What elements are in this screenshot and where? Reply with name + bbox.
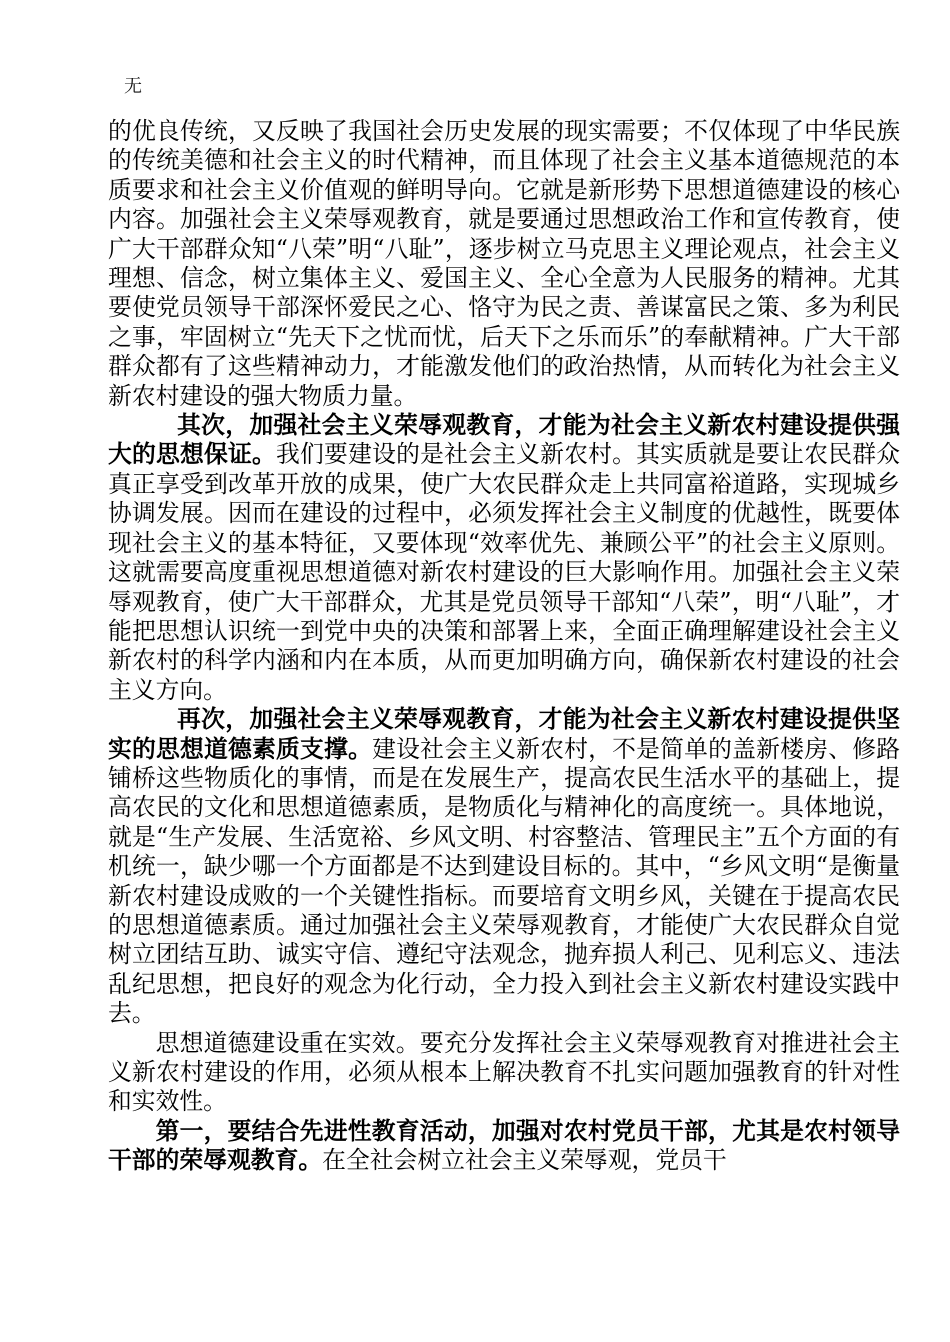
paragraph-thirdly [108, 705, 900, 1028]
paragraph-text: 的优良传统，又反映了我国社会历史发展的现实需要；不仅体现了中华民族的传统美德和社会主义的时代精神，而且体现了社会主义基本道德规范的本质要求和社会主义价值观的鲜明导向。它就是新形势下思想道德建设的核心内容。加强社会主义荣辱观教育，就是要通过思想政治工作和宣传教育，使广大干部群众知“八荣”明“八耻”，逐步树立马克思主义理论观点，社会主义理想、信念，树立集体主义、爱国主义、全心全意为人民服务的精神。尤其要使党员领导干部深怀爱民之心、恪守为民之责、善谋富民之策、多为利民之事，牢固树立“先天下之忧而忧，后天下之乐而乐”的奉献精神。广大干部群众都有了这些精神动力，才能激发他们的政治热情，从而转化为社会主义新农村建设的强大物质力量。 [108, 117, 900, 410]
paragraph-effectiveness [108, 1029, 900, 1117]
paragraph-secondly [108, 411, 900, 705]
paragraph-first-point [108, 1117, 900, 1176]
paragraph-text: 在全社会树立社会主义荣辱观，党员干 [322, 1146, 727, 1175]
paragraph-text: 建设社会主义新农村，不是简单的盖新楼房、修路铺桥这些物质化的事情，而是在发展生产，提高农民生活水平的基础上，提高农民的文化和思想道德素质，是物质化与精神化的高度统一。具体地说，就是“生产发展、生活宽裕、乡风文明、村容整洁、管理民主”五个方面的有机统一，缺少哪一个方面都是不达到建设目标的。其中，“乡风文明“是衡量新农村建设成败的一个关键性指标。而要培育文明乡风，关键在于提高农民的思想道德素质。通过加强社会主义荣辱观教育，才能使广大农民群众自觉树立团结互助、诚实守信、遵纪守法观念，抛弃损人利己、见利忘义、违法乱纪思想，把良好的观念为化行动，全力投入到社会主义新农村建设实践中去。 [108, 734, 901, 1028]
page-header: 无 [124, 76, 142, 97]
document-body [108, 117, 900, 1176]
paragraph-continuation [108, 117, 900, 411]
paragraph-lead-bold: 其次，加强社会主义荣辱观教育，才能为社会主义新农村建设提供强大的思想保证。 [108, 411, 900, 469]
paragraph-lead-bold: 第一，要结合先进性教育活动，加强对农村党员干部，尤其是农村领导干部的荣辱观教育。 [108, 1116, 900, 1175]
paragraph-text: 我们要建设的是社会主义新农村。其实质就是要让农民群众真正享受到改革开放的成果，使广大农民群众走上共同富裕道路，实现城乡协调发展。因而在建设的过程中，必须发挥社会主义制度的优越性，既要体现社会主义的基本特征，又要体现“效率优先、兼顾公平”的社会主义原则。这就需要高度重视思想道德对新农村建设的巨大影响作用。加强社会主义荣辱观教育，使广大干部群众，尤其是党员领导干部知“八荣”，明“八耻”，才能把思想认识统一到党中央的决策和部署上来，全面正确理解建设社会主义新农村的科学内涵和内在本质，从而更加明确方向，确保新农村建设的社会主义方向。 [108, 440, 901, 704]
paragraph-lead-bold: 再次，加强社会主义荣辱观教育，才能为社会主义新农村建设提供坚实的思想道德素质支撑。 [108, 705, 900, 763]
paragraph-text: 思想道德建设重在实效。要充分发挥社会主义荣辱观教育对推进社会主义新农村建设的作用，必须从根本上解决教育不扎实问题加强教育的针对性和实效性。 [108, 1028, 900, 1116]
